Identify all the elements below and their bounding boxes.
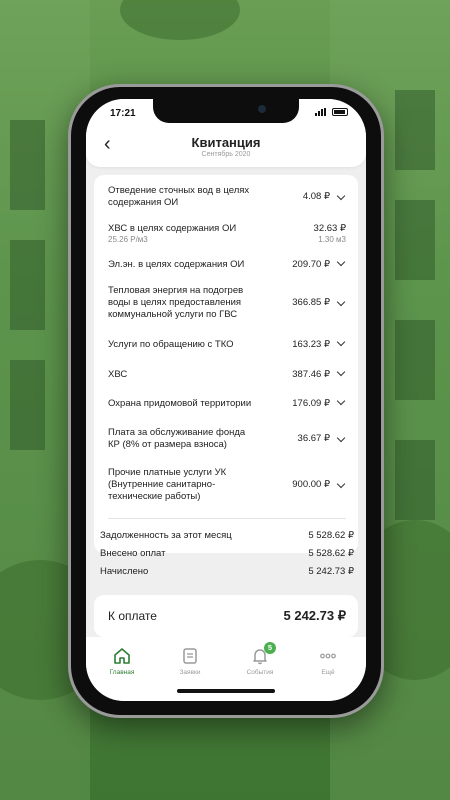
charge-label: Охрана придомовой территории (108, 398, 252, 409)
chevron-down-icon[interactable] (336, 367, 346, 377)
charge-amount: 36.67 ₽ (297, 433, 330, 444)
charge-amount: 4.08 ₽ (302, 191, 330, 202)
battery-icon (332, 108, 348, 116)
requests-icon (181, 647, 199, 665)
charges-card (94, 175, 358, 553)
charge-amount: 32.63 ₽ (313, 223, 346, 234)
signal-icon (315, 108, 326, 116)
phone-notch (153, 99, 299, 123)
more-icon (319, 647, 337, 665)
summary-charged (100, 566, 354, 577)
tab-label: Ещё (321, 669, 335, 676)
page-title: Квитанция (191, 135, 261, 150)
summary-value: 5 242.73 ₽ (308, 566, 354, 577)
tab-requests[interactable] (160, 647, 220, 676)
chevron-down-icon[interactable] (336, 433, 346, 443)
charge-label: Услуги по обращению с ТКО (108, 339, 234, 350)
page-header (86, 125, 366, 167)
chevron-down-icon[interactable] (336, 257, 346, 267)
total-label: К оплате (108, 609, 157, 623)
summary-debt (100, 530, 354, 541)
charge-volume: 1.30 м3 (318, 235, 346, 244)
total-to-pay (94, 595, 358, 637)
summary-paid (100, 548, 354, 559)
tab-events[interactable] (230, 643, 290, 676)
summary-label: Задолженность за этот месяц (100, 530, 232, 541)
chevron-down-icon[interactable] (336, 297, 346, 307)
spacer (94, 519, 358, 520)
status-time: 17:21 (110, 108, 136, 119)
tab-home[interactable] (92, 647, 152, 676)
home-indicator (177, 689, 275, 693)
chevron-down-icon[interactable] (336, 191, 346, 201)
summary-label: Внесено оплат (100, 548, 166, 559)
charge-label: Отведение сточных вод в целях содержания ОИ (108, 185, 250, 208)
notification-badge: 5 (264, 642, 276, 654)
charge-tariff: 25.26 Р/м3 (108, 235, 148, 244)
tab-more[interactable] (298, 647, 358, 676)
home-icon (113, 647, 131, 665)
charge-label: Тепловая энергия на подогрев воды в целях предоставления коммунальной услуги по ГВС (108, 285, 244, 320)
charge-label: ХВС (108, 369, 128, 380)
chevron-down-icon[interactable] (336, 396, 346, 406)
chevron-down-icon[interactable] (336, 479, 346, 489)
charge-label: Эл.эн. в целях содержания ОИ (108, 259, 245, 270)
charge-label: Плата за обслуживание фонда КР (8% от размера взноса) (108, 427, 246, 450)
page-subtitle: Сентябрь 2020 (201, 151, 251, 158)
charge-amount: 900.00 ₽ (292, 479, 330, 490)
bell-icon (251, 643, 273, 665)
summary-value: 5 528.62 ₽ (308, 530, 354, 541)
charge-amount: 163.23 ₽ (292, 339, 330, 350)
tab-label: Заявки (179, 669, 201, 676)
charge-amount: 387.46 ₽ (292, 369, 330, 380)
tab-label: Главная (109, 669, 135, 676)
tab-label: События (246, 669, 274, 676)
total-value: 5 242.73 ₽ (283, 608, 346, 623)
charge-label: ХВС в целях содержания ОИ (108, 223, 237, 234)
back-arrow-icon[interactable]: ‹ (104, 133, 111, 155)
camera-icon (258, 105, 266, 113)
charge-amount: 366.85 ₽ (292, 297, 330, 308)
summary-value: 5 528.62 ₽ (308, 548, 354, 559)
charge-amount: 209.70 ₽ (292, 259, 330, 270)
charge-label: Прочие платные услуги УК (Внутренние санитарно-технические работы) (108, 467, 227, 502)
charge-amount: 176.09 ₽ (292, 398, 330, 409)
summary-label: Начислено (100, 566, 149, 577)
chevron-down-icon[interactable] (336, 337, 346, 347)
app-screen (86, 99, 366, 701)
